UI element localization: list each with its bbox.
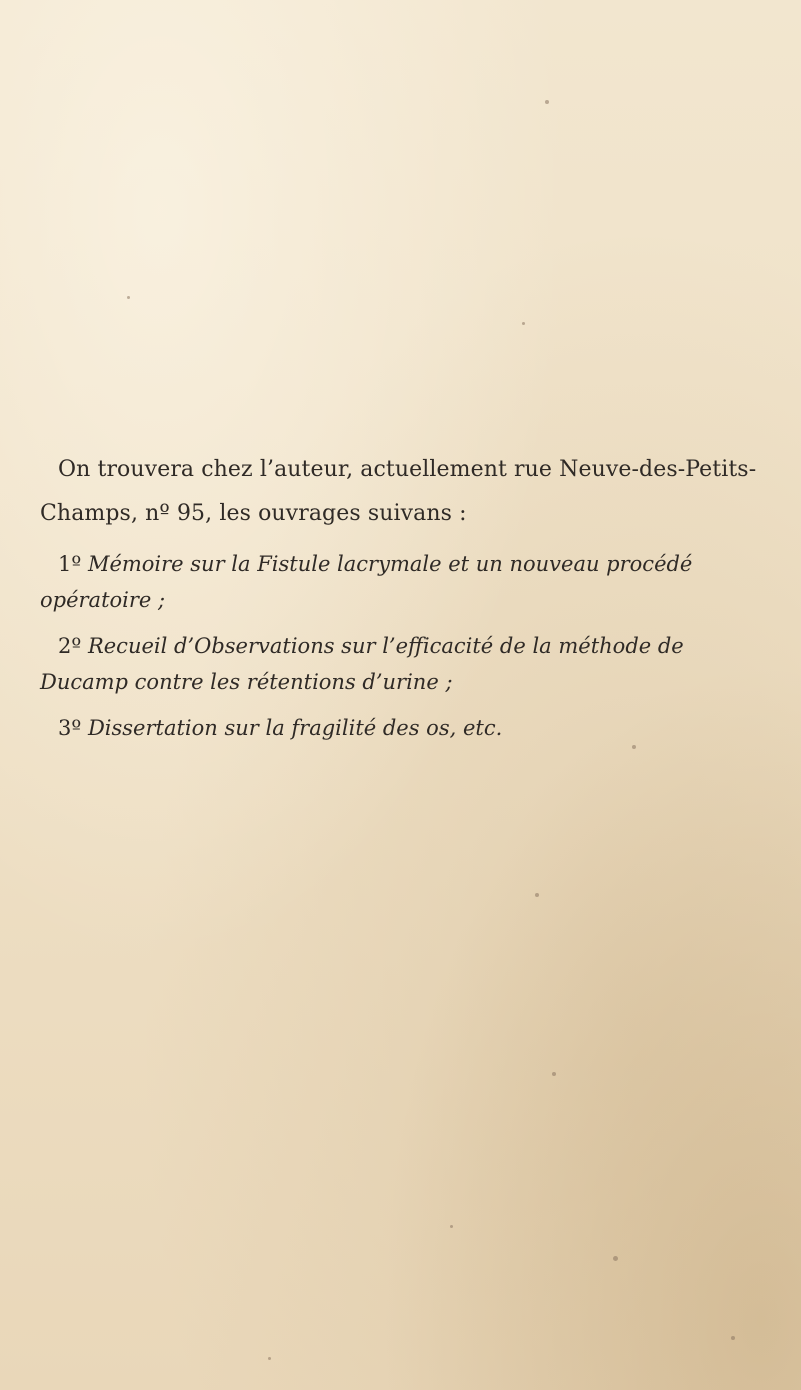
work-item-title: Mémoire sur la Fistule lacrymale et un nouveau procédé opératoire ; bbox=[40, 552, 693, 612]
paper-speck bbox=[613, 1256, 618, 1261]
work-item-title: Recueil d’Observations sur l’efficacité de la méthode de Ducamp contre les rétentions d’urine ; bbox=[40, 634, 684, 694]
paper-speck bbox=[535, 893, 539, 897]
paper-speck bbox=[522, 322, 525, 325]
work-item-number: 2º bbox=[58, 634, 82, 658]
work-item-1 bbox=[40, 546, 760, 618]
work-item-number: 3º bbox=[58, 716, 82, 740]
paper-speck bbox=[268, 1357, 271, 1360]
paper-speck bbox=[127, 296, 130, 299]
paper-speck bbox=[731, 1336, 735, 1340]
paper-speck bbox=[450, 1225, 453, 1228]
work-item-3 bbox=[40, 710, 760, 746]
work-item-number: 1º bbox=[58, 552, 82, 576]
work-item-title: Dissertation sur la fragilité des os, etc. bbox=[87, 716, 503, 740]
paper-speck bbox=[545, 100, 549, 104]
paper-speck bbox=[552, 1072, 556, 1076]
publisher-notice bbox=[40, 448, 760, 746]
notice-intro: On trouvera chez l’auteur, actuellement rue Neuve-des-Petits-Champs, nº 95, les ouvrages suivans : bbox=[40, 457, 757, 526]
work-item-2 bbox=[40, 628, 760, 700]
